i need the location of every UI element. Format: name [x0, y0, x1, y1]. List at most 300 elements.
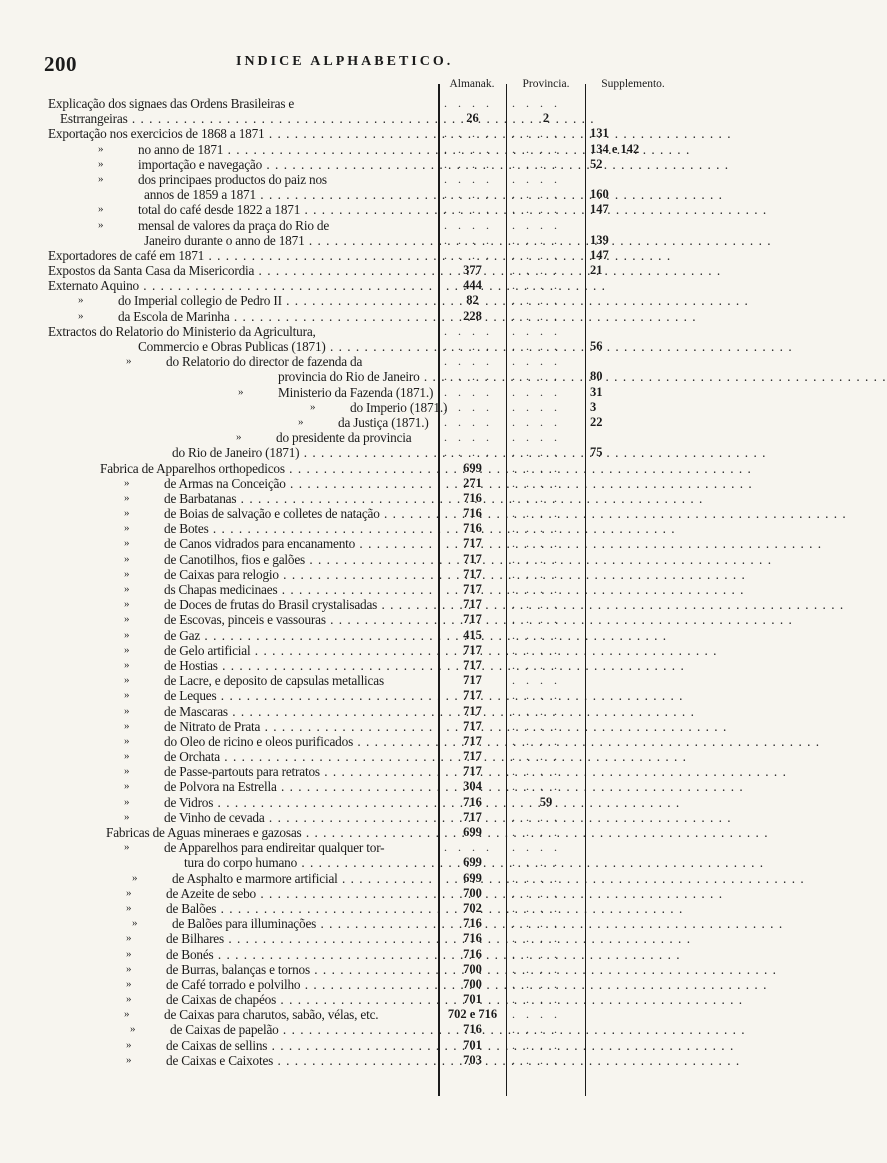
column-leader-provincia: . . . .: [512, 657, 561, 672]
column-leader-provincia: . . . .: [512, 992, 561, 1007]
entry-text: ds Chapas medicinaes . . .: [164, 582, 432, 597]
column-leader-provincia: . . . .: [512, 278, 561, 293]
index-row: [0, 673, 736, 688]
entry-text: Ministerio da Fazenda (1871.): [278, 384, 434, 400]
page-ref-almanak: 717: [463, 536, 482, 551]
entry-text: de Vidros . . .: [164, 795, 432, 810]
entry-text: importação e navegação . . .: [138, 157, 432, 172]
index-row: [0, 886, 736, 901]
column-leader-provincia: . . . .: [512, 1022, 561, 1037]
column-leader-almanak: . . . .: [444, 232, 493, 247]
entry-text: de Caixas para relogio . . .: [164, 567, 432, 582]
entry-text: de Balões para illuminações . . .: [172, 916, 432, 931]
entry-text: de Balões . . .: [166, 901, 432, 916]
index-row: [0, 643, 736, 658]
entry-text: Fabricas de Aguas mineraes e gazosas . . .: [106, 825, 432, 840]
column-leader-provincia: . . . .: [512, 521, 561, 536]
ditto-mark: »: [98, 157, 104, 170]
entry-text: total do café desde 1822 a 1871 . . .: [138, 202, 432, 217]
index-row: [0, 779, 736, 794]
column-leader-provincia: . . . .: [512, 733, 561, 748]
index-row: [0, 369, 736, 384]
index-row: [0, 476, 736, 491]
index-row: [0, 810, 736, 825]
ditto-mark: »: [124, 719, 130, 732]
entry-text: de Escovas, pinceis e vassouras . . .: [164, 612, 432, 627]
index-row: [0, 491, 736, 506]
column-leader-provincia: . . . .: [512, 612, 561, 627]
index-row: [0, 111, 736, 126]
entry-text: de Canos vidrados para encanamento . . .: [164, 536, 432, 551]
page-ref-almanak: 702 e 716: [447, 1007, 498, 1022]
column-leader-provincia: . . . .: [512, 414, 561, 429]
entry-text: de Caixas de sellins . . .: [166, 1038, 432, 1053]
index-row: [0, 567, 736, 582]
page-ref-almanak: 717: [463, 551, 482, 566]
column-leader-provincia: . . . .: [512, 718, 561, 733]
index-row: [0, 536, 736, 551]
column-leader-almanak: . . . .: [444, 840, 493, 855]
index-row: [0, 992, 736, 1007]
ditto-mark: »: [124, 795, 130, 808]
ditto-mark: »: [124, 689, 130, 702]
page-ref-supplemento: 3: [590, 399, 597, 414]
page-ref-almanak: 703: [463, 1052, 482, 1067]
entry-text: de Canotilhos, fios e galões . . .: [164, 552, 432, 567]
page-ref-supplemento: 139: [590, 232, 609, 247]
index-row: [0, 218, 736, 233]
entry-text: de Passe-partouts para retratos . . .: [164, 764, 432, 779]
index-row: [0, 658, 736, 673]
column-leader-provincia: . . . .: [512, 96, 561, 110]
entry-text: no anno de 1871 . . .: [138, 142, 432, 157]
entry-text: mensal de valores da praça do Rio de: [138, 217, 330, 233]
page-ref-supplemento: 75: [590, 445, 603, 460]
index-row: [0, 202, 736, 217]
ditto-mark: »: [78, 294, 84, 307]
column-leader-provincia: . . . .: [512, 703, 561, 718]
column-leader-provincia: . . . .: [512, 293, 561, 308]
entry-text: provincia do Rio de Janeiro . . .: [278, 369, 432, 384]
column-leader-provincia: . . . .: [512, 354, 561, 369]
ditto-mark: »: [124, 491, 130, 504]
index-row: [0, 172, 736, 187]
ditto-mark: »: [124, 674, 130, 687]
column-leader-provincia: . . . .: [512, 749, 561, 764]
ditto-mark: »: [298, 415, 304, 428]
page-ref-almanak: 377: [463, 263, 482, 278]
page-ref-supplemento: 134 e 142: [590, 141, 640, 156]
page-ref-almanak: 716: [463, 506, 482, 521]
column-leader-provincia: . . . .: [512, 141, 561, 156]
column-leader-almanak: . . . .: [444, 430, 493, 445]
column-leader-provincia: . . . .: [512, 339, 561, 353]
index-row: [0, 855, 736, 870]
column-leader-almanak: . . . .: [444, 96, 493, 110]
column-leader-provincia: . . . .: [512, 779, 561, 794]
page-ref-almanak: 717: [463, 718, 482, 733]
entry-text: de Caixas de papelão . . .: [170, 1022, 432, 1037]
column-leader-provincia: . . . .: [512, 642, 561, 657]
index-row: [0, 278, 736, 293]
index-row: [0, 597, 736, 612]
page-ref-almanak: 717: [463, 703, 482, 718]
column-leader-provincia: . . . .: [512, 490, 561, 505]
column-leader-almanak: . . . .: [444, 354, 493, 369]
index-row: [0, 871, 736, 886]
index-row: [0, 688, 736, 703]
entry-text: Commercio e Obras Publicas (1871) . . .: [138, 339, 432, 354]
column-leader-almanak: . . . .: [444, 171, 493, 186]
column-leader-provincia: . . . .: [512, 688, 561, 703]
entry-text: do presidente da provincia: [276, 430, 412, 446]
page-ref-almanak: 716: [463, 946, 482, 961]
ditto-mark: »: [124, 643, 130, 656]
index-row: [0, 96, 736, 111]
page-ref-almanak: 716: [463, 916, 482, 931]
page-ref-almanak: 717: [463, 642, 482, 657]
entry-text: de Azeite de sebo . . .: [166, 886, 432, 901]
index-row: [0, 947, 736, 962]
index-row: [0, 461, 736, 476]
entry-text: de Orchata . . .: [164, 749, 432, 764]
page-ref-almanak: 716: [463, 794, 482, 809]
ditto-mark: »: [78, 309, 84, 322]
page-ref-almanak: 717: [463, 809, 482, 824]
ditto-mark: »: [124, 841, 130, 854]
column-leader-provincia: . . . .: [512, 976, 561, 991]
page-ref-supplemento: 56: [590, 339, 603, 353]
index-row: [0, 962, 736, 977]
entry-text: de Caixas de chapéos . . .: [166, 992, 432, 1007]
page-ref-almanak: 717: [463, 657, 482, 672]
entry-text: de Mascaras . . .: [164, 704, 432, 719]
column-leader-provincia: . . . .: [512, 187, 561, 202]
ditto-mark: »: [124, 780, 130, 793]
entry-text: de Nitrato de Prata . . .: [164, 719, 432, 734]
ditto-mark: »: [126, 932, 132, 945]
entry-text: de Caixas e Caixotes . . .: [166, 1053, 432, 1068]
page-ref-almanak: 717: [463, 597, 482, 612]
column-leader-almanak: . . . .: [444, 202, 493, 217]
page-ref-provincia: 59: [539, 794, 553, 809]
page-ref-supplemento: 22: [590, 414, 603, 429]
ditto-mark: »: [126, 977, 132, 990]
page-ref-almanak: 716: [463, 490, 482, 505]
entry-text: tura do corpo humano . . .: [184, 855, 432, 870]
page-ref-supplemento: 80: [590, 369, 603, 384]
index-row: [0, 719, 736, 734]
column-leader-almanak: . . . .: [444, 156, 493, 171]
column-header-almanak: Almanak.: [449, 78, 495, 90]
page-number: 200: [44, 52, 77, 76]
ditto-mark: »: [126, 901, 132, 914]
index-row: [0, 612, 736, 627]
column-leader-provincia: . . . .: [512, 506, 561, 521]
page-ref-supplemento: 147: [590, 202, 609, 217]
page-ref-supplemento: 160: [590, 187, 609, 202]
index-row: [0, 552, 736, 567]
entry-text: do Relatorio do director de fazenda da: [166, 354, 363, 370]
index-row: [0, 901, 736, 916]
page-ref-supplemento: 21: [590, 263, 603, 278]
page-ref-almanak: 717: [463, 764, 482, 779]
ditto-mark: »: [124, 1008, 130, 1021]
ditto-mark: »: [124, 704, 130, 717]
index-row: [0, 248, 736, 263]
index-row: [0, 582, 736, 597]
column-leader-provincia: . . . .: [512, 323, 561, 338]
column-leader-provincia: . . . .: [512, 825, 561, 839]
entry-text: Fabrica de Apparelhos orthopedicos . . .: [100, 461, 432, 476]
page-ref-supplemento: 31: [590, 384, 603, 399]
page-ref-almanak: 717: [463, 749, 482, 764]
entry-text: dos principaes productos do paiz nos: [138, 171, 327, 187]
column-leader-provincia: . . . .: [512, 900, 561, 915]
ditto-mark: »: [126, 947, 132, 960]
column-leader-provincia: . . . .: [512, 551, 561, 566]
entry-text: de Vinho de cevada . . .: [164, 810, 432, 825]
index-entries: [0, 96, 736, 1068]
index-row: [0, 825, 736, 840]
column-leader-provincia: . . . .: [512, 627, 561, 642]
entry-text: de Boias de salvação e colletes de natação . . .: [164, 506, 432, 521]
index-row: [0, 1038, 736, 1053]
ditto-mark: »: [238, 385, 244, 398]
index-row: [0, 157, 736, 172]
index-row: [0, 263, 736, 278]
page-ref-almanak: 717: [463, 612, 482, 627]
index-row: [0, 415, 736, 430]
entry-text: de Barbatanas . . .: [164, 491, 432, 506]
ditto-mark: »: [98, 203, 104, 216]
index-row: [0, 704, 736, 719]
index-row: [0, 977, 736, 992]
entry-text: de Asphalto e marmore artificial . . .: [172, 871, 432, 886]
index-row: [0, 354, 736, 369]
index-row: [0, 1022, 736, 1037]
ditto-mark: »: [124, 583, 130, 595]
ditto-mark: »: [130, 1023, 136, 1036]
page-ref-supplemento: 147: [590, 247, 609, 262]
entry-text: Exportadores de café em 1871 . . .: [48, 248, 432, 263]
index-row: [0, 749, 736, 764]
column-leader-provincia: . . . .: [512, 1052, 561, 1067]
page-ref-almanak: 717: [463, 688, 482, 703]
ditto-mark: »: [126, 886, 132, 899]
index-row: [0, 1053, 736, 1068]
column-leader-provincia: . . . .: [512, 855, 561, 870]
entry-text: de Armas na Conceição . . .: [164, 476, 432, 491]
index-row: [0, 506, 736, 521]
ditto-mark: »: [124, 552, 130, 565]
column-leader-provincia: . . . .: [512, 536, 561, 551]
page-ref-almanak: 699: [463, 870, 482, 885]
entry-text: do Imperial collegio de Pedro II . . .: [118, 293, 432, 308]
column-leader-almanak: . . . .: [444, 141, 493, 156]
entry-text: de Lacre, e deposito de capsulas metallicas: [164, 673, 384, 689]
index-row: [0, 233, 736, 248]
entry-text: de Bonés . . .: [166, 947, 432, 962]
page-ref-almanak: 82: [466, 293, 479, 308]
ditto-mark: »: [132, 917, 138, 930]
column-leader-provincia: . . . .: [512, 202, 561, 217]
entry-text: do Oleo de ricino e oleos purificados . . .: [164, 734, 432, 749]
ditto-mark: »: [126, 962, 132, 975]
entry-text: de Caixas para charutos, sabão, vélas, etc.: [164, 1007, 379, 1023]
entry-text: Expostos da Santa Casa da Misericordia . . .: [48, 263, 432, 278]
column-leader-provincia: . . . .: [512, 673, 561, 688]
entry-text: Explicação dos signaes das Ordens Brasileiras e: [48, 96, 295, 111]
entry-text: de Café torrado e polvilho . . .: [166, 977, 432, 992]
page-ref-almanak: 699: [463, 855, 482, 870]
column-leader-provincia: . . . .: [512, 1037, 561, 1052]
column-header-provincia: Provincia.: [522, 78, 570, 90]
entry-text: do Rio de Janeiro (1871) . . .: [172, 445, 432, 460]
ditto-mark: »: [124, 507, 130, 520]
column-leader-provincia: . . . .: [512, 126, 561, 141]
column-leader-almanak: . . . .: [444, 247, 493, 262]
entry-text: de Gelo artificial . . .: [164, 643, 432, 658]
page-ref-almanak: 700: [463, 961, 482, 976]
column-leader-provincia: . . . .: [512, 384, 561, 399]
column-leader-provincia: . . . .: [512, 263, 561, 278]
page-ref-almanak: 717: [463, 582, 482, 596]
column-leader-provincia: . . . .: [512, 308, 561, 323]
column-leader-almanak: . . . .: [444, 445, 493, 460]
page-ref-almanak: 716: [463, 521, 482, 536]
index-row: [0, 521, 736, 536]
index-row: [0, 293, 736, 308]
column-leader-provincia: . . . .: [512, 369, 561, 384]
ditto-mark: »: [310, 400, 316, 413]
entry-text: annos de 1859 a 1871 . . .: [144, 187, 432, 202]
entry-text: da Escola de Marinha . . .: [118, 309, 432, 324]
page-ref-almanak: 700: [463, 885, 482, 900]
column-leader-provincia: . . . .: [512, 566, 561, 581]
index-row: [0, 400, 736, 415]
ditto-mark: »: [124, 537, 130, 550]
column-leader-provincia: . . . .: [512, 460, 561, 475]
page-ref-supplemento: 52: [590, 156, 603, 171]
running-title: INDICE ALPHABETICO.: [236, 54, 454, 69]
ditto-mark: »: [98, 142, 104, 155]
column-leader-provincia: . . . .: [512, 870, 561, 885]
page-ref-almanak: 699: [463, 825, 482, 839]
ditto-mark: »: [124, 598, 130, 611]
column-leader-provincia: . . . .: [512, 946, 561, 961]
ditto-mark: »: [124, 567, 130, 580]
column-leader-almanak: . . . .: [444, 187, 493, 202]
index-row: [0, 764, 736, 779]
page-ref-almanak: 701: [463, 1037, 482, 1052]
column-leader-almanak: . . . .: [444, 399, 493, 414]
page-ref-almanak: 717: [463, 733, 482, 748]
index-row: [0, 916, 736, 931]
index-row: [0, 142, 736, 157]
index-row: [0, 126, 736, 141]
page-ref-almanak: 701: [463, 992, 482, 1007]
ditto-mark: »: [126, 1038, 132, 1051]
column-leader-provincia: . . . .: [512, 399, 561, 414]
ditto-mark: »: [124, 658, 130, 671]
column-leader-provincia: . . . .: [512, 582, 561, 596]
column-leader-provincia: . . . .: [512, 916, 561, 931]
index-row: [0, 187, 736, 202]
ditto-mark: »: [124, 628, 130, 641]
entry-text: de Apparelhos para endireitar qualquer tor-: [164, 840, 385, 856]
ditto-mark: »: [126, 355, 132, 368]
page-ref-provincia: 2: [542, 111, 550, 126]
index-row: [0, 324, 736, 339]
ditto-mark: »: [132, 871, 138, 884]
page-ref-almanak: 26: [466, 111, 479, 126]
entry-text: de Leques . . .: [164, 688, 432, 703]
page-ref-almanak: 716: [463, 931, 482, 946]
index-row: [0, 1007, 736, 1022]
entry-text: Externato Aquino . . .: [48, 278, 432, 293]
page-ref-almanak: 716: [463, 1022, 482, 1037]
ditto-mark: »: [124, 810, 130, 823]
index-row: [0, 840, 736, 855]
column-leader-provincia: . . . .: [512, 961, 561, 976]
page-ref-almanak: 444: [463, 278, 482, 293]
column-leader-provincia: . . . .: [512, 1007, 561, 1022]
column-leader-almanak: . . . .: [444, 369, 493, 384]
page-ref-almanak: 700: [463, 976, 482, 991]
page-ref-almanak: 717: [463, 673, 482, 688]
column-leader-provincia: . . . .: [512, 232, 561, 247]
page-ref-almanak: 717: [463, 566, 482, 581]
ditto-mark: »: [124, 476, 130, 489]
entry-text: Extractos do Relatorio do Ministerio da Agricultura,: [48, 323, 316, 339]
column-leader-provincia: . . . .: [512, 931, 561, 946]
ditto-mark: »: [124, 750, 130, 763]
page-ref-supplemento: 131: [590, 126, 609, 141]
ditto-mark: »: [98, 218, 104, 231]
column-leader-provincia: . . . .: [512, 764, 561, 779]
column-leader-almanak: . . . .: [444, 339, 493, 353]
entry-text: do Imperio (1871.): [350, 399, 448, 415]
index-row: [0, 430, 736, 445]
page-ref-almanak: 271: [463, 475, 482, 490]
index-row: [0, 385, 736, 400]
ditto-mark: »: [124, 765, 130, 778]
column-leader-almanak: . . . .: [444, 126, 493, 141]
index-row: [0, 734, 736, 749]
ditto-mark: »: [124, 522, 130, 535]
entry-text: da Justiça (1871.): [338, 414, 429, 430]
column-leader-almanak: . . . .: [444, 384, 493, 399]
index-row: [0, 309, 736, 324]
index-row: [0, 339, 736, 354]
ditto-mark: »: [126, 1053, 132, 1066]
column-leader-almanak: . . . .: [444, 414, 493, 429]
column-leader-provincia: . . . .: [512, 597, 561, 612]
ditto-mark: »: [236, 431, 242, 444]
column-leader-provincia: . . . .: [512, 445, 561, 460]
entry-text: de Polvora na Estrella . . .: [164, 779, 432, 794]
column-leader-provincia: . . . .: [512, 217, 561, 232]
column-leader-provincia: . . . .: [512, 475, 561, 490]
index-row: [0, 795, 736, 810]
entry-text: de Botes . . .: [164, 521, 432, 536]
column-leader-provincia: . . . .: [512, 171, 561, 186]
column-leader-provincia: . . . .: [512, 156, 561, 171]
column-leader-provincia: . . . .: [512, 247, 561, 262]
index-row: [0, 445, 736, 460]
index-row: [0, 931, 736, 946]
